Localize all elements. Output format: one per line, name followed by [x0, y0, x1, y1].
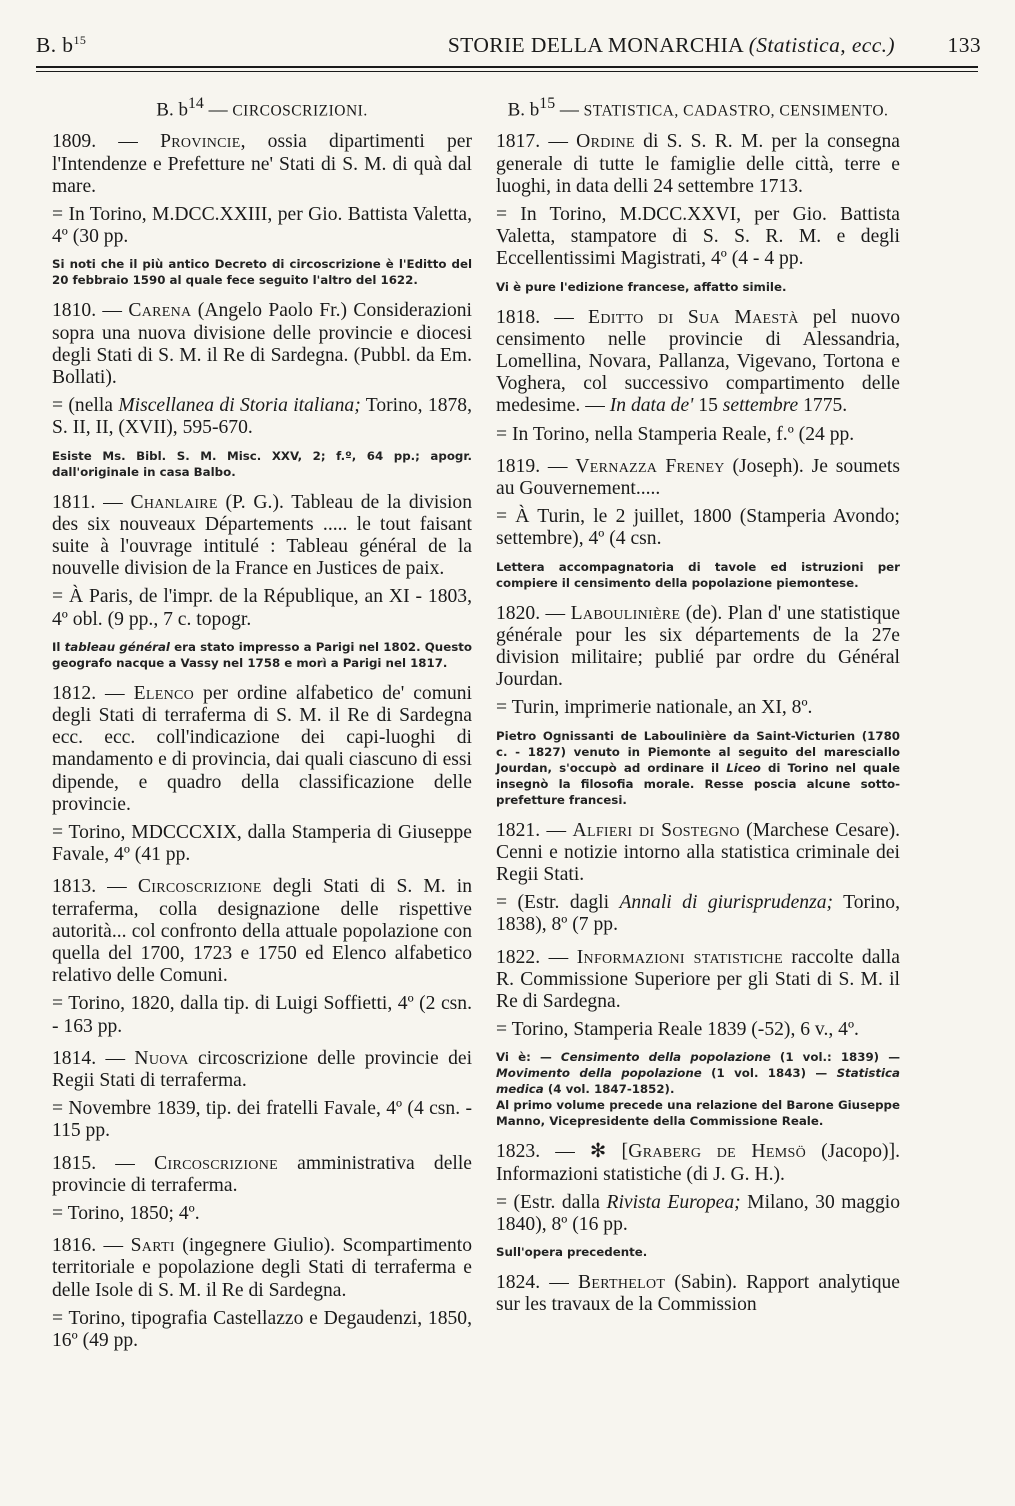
entry-1812: [52, 683, 472, 867]
entry-text: 1824. — Berthelot (Sabin). Rapport analytique sur les travaux de la Commission: [496, 1272, 900, 1316]
entry-text: 1822. — Informazioni statistiche raccolte dalla R. Commissione Superiore per gli Stati di S. M. il Re di Sardegna.: [496, 946, 900, 1013]
entry-imprint: = (Estr. dagli Annali di giurisprudenza; Torino, 1838), 8º (7 pp.: [496, 892, 900, 936]
entry-1823: [496, 1141, 900, 1260]
entry-imprint: = In Torino, M.DCC.XXIII, per Gio. Battista Valetta, 4º (30 pp.: [52, 203, 472, 248]
entry-imprint: = Torino, Stamperia Reale 1839 (-52), 6 v., 4º.: [496, 1019, 859, 1041]
entry-text: 1816. — Sarti (ingegnere Giulio). Scompartimento territoriale e popolazione degli Stati di terraferma e delle Isole di S. M. il Re di Sardegna.: [52, 1235, 472, 1301]
entry-text: 1820. — Laboulinière (de). Plan d' une statistique générale pour les six départements de la 27e division militaire; publié par ordre du Général Jourdan.: [496, 602, 901, 691]
entry-note: Vi è: — Censimento della popolazione (1 vol.: 1839) — Movimento della popolazione (1 vol. 1843) — Statistica medica (4 vol. 1847-1852). Al primo volume precede una relazione del Barone Giuseppe Manno, Vicepresidente della Commissione Reale.: [496, 1050, 901, 1129]
entry-note: Esiste Ms. Bibl. S. M. Misc. XXV, 2; f.º, 64 pp.; apogr. dall'originale in casa Balbo.: [52, 448, 472, 479]
section-heading-statistica: B. $b^{15}$ — STATISTICA, CADASTRO, CENSIMENTO.: [507, 95, 889, 121]
entry-1811: [52, 492, 472, 671]
page-number: 133: [947, 33, 981, 57]
entry-1814: [52, 1048, 472, 1143]
entry-imprint: = (Estr. dalla Rivista Europea; Milano, 30 maggio 1840), 8º (16 pp.: [496, 1191, 901, 1236]
entry-text: 1815. — Circoscrizione amministrativa delle provincie di terraferma.: [52, 1152, 472, 1196]
section-heading-circoscrizioni: B. $b^{14}$ — CIRCOSCRIZIONI.: [156, 95, 368, 121]
entry-1820: [496, 603, 900, 808]
entry-1822: [496, 947, 900, 1130]
entry-text: 1823. — ✻ [Graberg de Hemsö (Jacopo)]. Informazioni statistiche (di J. G. H.).: [496, 1141, 900, 1185]
entry-note: Il tableau général era stato impresso a Parigi nel 1802. Questo geografo nacque a Vassy nel 1758 e morì a Parigi nel 1817.: [52, 639, 472, 670]
entry-note: Vi è pure l'edizione francese, affatto simile.: [496, 279, 787, 294]
header-rule: [36, 66, 978, 68]
entry-text: 1812. — Elenco per ordine alfabetico de' comuni degli Stati di terraferma di S. M. il Re di Sardegna ecc. ecc. coll'indicazione dei capi-luoghi di mandamento e di provincia, dai quali ciascuno di essi dipende, e quadro della classificazione delle provincie.: [52, 682, 472, 815]
header-title: STORIE DELLA MONARCHIA (Statistica, ecc.): [447, 33, 895, 58]
entry-1816: [52, 1235, 472, 1352]
entry-imprint: = Torino, tipografia Castellazzo e Degaudenzi, 1850, 16º (49 pp.: [52, 1307, 472, 1352]
entry-text: 1814. — Nuova circoscrizione delle provincie dei Regii Stati di terraferma.: [52, 1047, 473, 1092]
header-section-ref: B. $b^{15}$: [36, 33, 87, 58]
entry-note: Si noti che il più antico Decreto di circoscrizione è l'Editto del 20 febbraio 1590 al quale fece seguito l'altro del 1622.: [52, 257, 472, 288]
entry-imprint: = Torino, 1820, dalla tip. di Luigi Soffietti, 4º (2 csn. - 163 pp.: [52, 993, 472, 1037]
left-column: [52, 92, 472, 1362]
entry-imprint: = In Torino, M.DCC.XXVI, per Gio. Battista Valetta, stampatore di S. S. R. M. e degli Eccellentissimi Magistrati, 4º (4 - 4 pp.: [496, 203, 900, 270]
entry-text: 1817. — Ordine di S. S. R. M. per la consegna generale di tutte le famiglie delle città, terre e luoghi, in data delli 24 settembre 1713.: [496, 131, 900, 197]
entry-1809: [52, 131, 472, 288]
entry-text: 1811. — Chanlaire (P. G.). Tableau de la division des six nouveaux Départements ..... le tout faisant suite à l'ouvrage intitulé : Tableau général de la nouvelle division de la France en Justices de paix.: [52, 491, 472, 580]
entry-1819: [496, 456, 900, 591]
entry-imprint: = Novembre 1839, tip. dei fratelli Favale, 4º (4 csn. - 115 pp.: [52, 1098, 472, 1142]
entry-note: Sull'opera precedente.: [496, 1245, 648, 1260]
entry-imprint: = À Paris, de l'impr. de la République, an XI - 1803, 4º obl. (9 pp., 7 c. topogr.: [52, 586, 472, 630]
entry-1818: [496, 307, 900, 446]
entry-1813: [52, 876, 472, 1037]
entry-imprint: = (nella Miscellanea di Storia italiana; Torino, 1878, S. II, II, (XVII), 595-670.: [52, 395, 472, 439]
entry-note: Pietro Ognissanti de Laboulinière da Saint-Victurien (1780 c. - 1827) venuto in Piemonte al seguito del maresciallo Jourdan, s'occupò ad ordinare il Liceo di Torino nel quale insegnò la filosofia morale. Resse poscia alcune sotto-prefetture francesi.: [496, 728, 900, 807]
entry-text: 1810. — Carena (Angelo Paolo Fr.) Considerazioni sopra una nuova divisione delle provincie e diocesi degli Stati di S. M. il Re di Sardegna. (Pubbl. da Em. Bollati).: [52, 300, 473, 388]
entry-text: 1819. — Vernazza Freney (Joseph). Je soumets au Gouvernement.....: [496, 455, 901, 499]
entry-imprint: = Torino, 1850; 4º.: [52, 1203, 200, 1225]
entry-imprint: = In Torino, nella Stamperia Reale, f.º (24 pp.: [496, 423, 855, 445]
entry-text: 1818. — Editto di Sua Maestà pel nuovo censimento nelle provincie di Alessandria, Lomellina, Novara, Pallanza, Vigevano, Tortona e Voghera, col successivo compartimento delle medesime. — In data de' 15 settembre 1775.: [496, 306, 900, 417]
entry-1815: [52, 1153, 472, 1226]
entry-imprint: = Turin, imprimerie nationale, an XI, 8º.: [496, 697, 813, 719]
running-header: [36, 33, 981, 63]
header-rule-thin: [36, 71, 978, 72]
entry-text: 1813. — Circoscrizione degli Stati di S. M. in terraferma, colla designazione delle rispettive autorità... col confronto della attuale popolazione con quella del 1700, 1723 e 1750 ed Elenco alfabetico relativo delle Comuni.: [52, 876, 473, 987]
entry-note: Lettera accompagnatoria di tavole ed istruzioni per compiere il censimento della popolazione piemontese.: [496, 559, 900, 590]
entry-text: 1821. — Alfieri di Sostegno (Marchese Cesare). Cenni e notizie intorno alla statistica criminale dei Regii Stati.: [496, 819, 900, 885]
entry-1821: [496, 820, 900, 937]
entry-1824: [496, 1272, 900, 1316]
entry-imprint: = À Turin, le 2 juillet, 1800 (Stamperia Avondo; settembre), 4º (4 csn.: [496, 506, 900, 550]
entry-1810: [52, 300, 472, 479]
entry-text: 1809. — Provincie, ossia dipartimenti per l'Intendenze e Prefetture ne' Stati di S. M. di quà dal mare.: [52, 131, 473, 197]
entry-1817: [496, 131, 900, 294]
right-column: [496, 92, 900, 1327]
entry-imprint: = Torino, MDCCCXIX, dalla Stamperia di Giuseppe Favale, 4º (41 pp.: [52, 822, 472, 866]
